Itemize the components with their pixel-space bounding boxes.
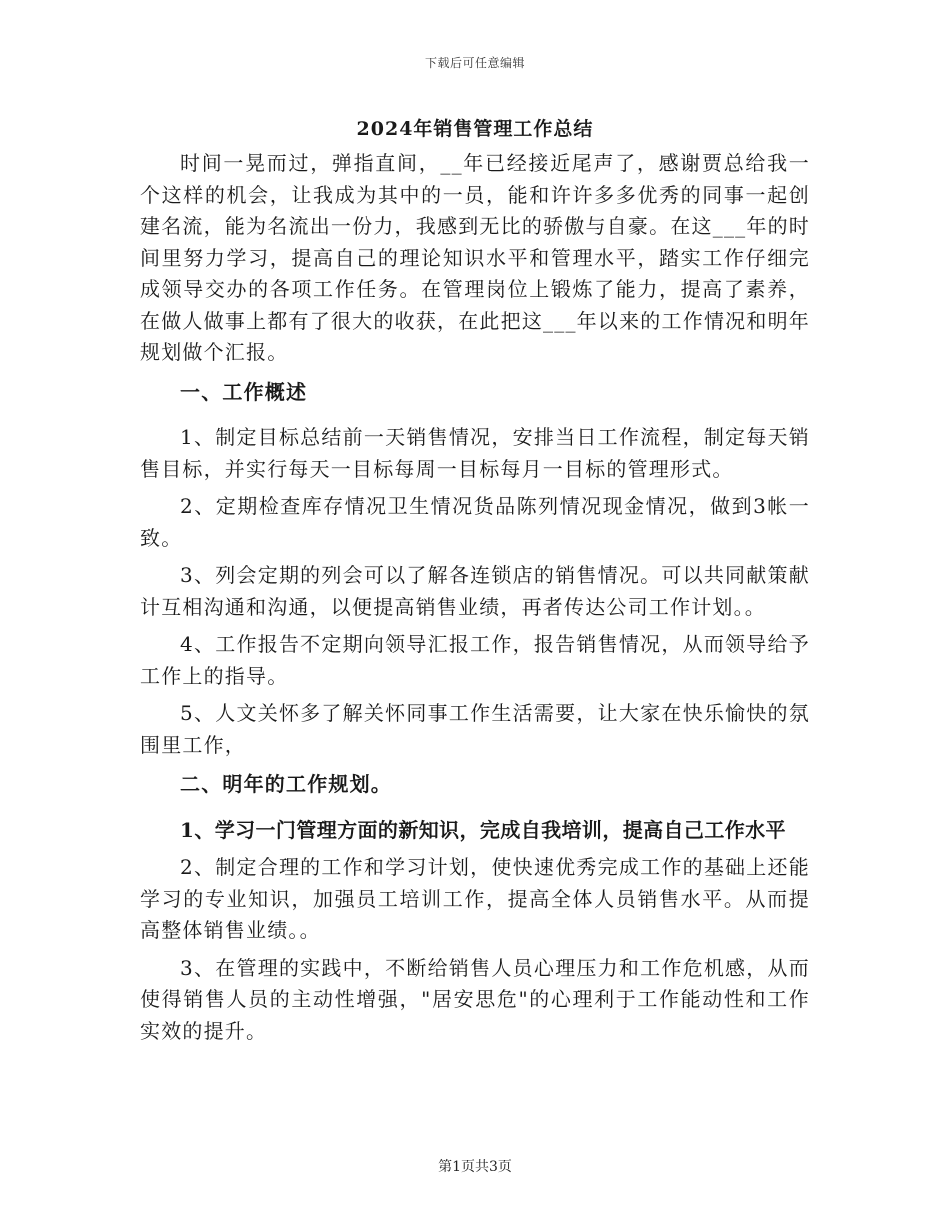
list-item: 4、工作报告不定期向领导汇报工作，报告销售情况，从而领导给予工作上的指导。 xyxy=(140,632,810,688)
section-heading-work-overview: 一、工作概述 xyxy=(180,379,308,404)
section-heading-next-year-plan: 二、明年的工作规划。 xyxy=(180,772,392,796)
list-item: 1、学习一门管理方面的新知识，完成自我培训，提高自己工作水平 xyxy=(180,817,786,842)
document-body xyxy=(140,148,810,1047)
list-item: 1、制定目标总结前一天销售情况，安排当日工作流程，制定每天销售目标，并实行每天一目标每周一目标每月一目标的管理形式。 xyxy=(140,425,810,481)
list-item: 2、定期检查库存情况卫生情况货品陈列情况现金情况，做到3帐一致。 xyxy=(140,494,810,550)
document-title: 2024年销售管理工作总结 xyxy=(356,118,594,140)
list-item: 3、在管理的实践中，不断给销售人员心理压力和工作危机感，从而使得销售人员的主动性增强，"居安思危"的心理利于工作能动性和工作实效的提升。 xyxy=(140,955,810,1043)
page-header-note: 下载后可任意编辑 xyxy=(424,56,525,70)
list-item: 3、列会定期的列会可以了解各连锁店的销售情况。可以共同献策献计互相沟通和沟通，以便提高销售业绩，再者传达公司工作计划。。 xyxy=(140,563,810,619)
list-item: 5、人文关怀多了解关怀同事工作生活需要，让大家在快乐愉快的氛围里工作， xyxy=(140,701,810,757)
intro-paragraph: 时间一晃而过，弹指直间，__年已经接近尾声了，感谢贾总给我一个这样的机会，让我成为其中的一员，能和许许多多优秀的同事一起创建名流，能为名流出一份力，我感到无比的骄傲与自豪。在这___年的时间里努力学习，提高自己的理论知识水平和管理水平，踏实工作仔细完成领导交办的各项工作任务。在管理岗位上锻炼了能力，提高了素养，在做人做事上都有了很大的收获，在此把这___年以来的工作情况和明年规划做个汇报。 xyxy=(140,151,810,364)
page-number: 第1页共3页 xyxy=(438,1159,512,1175)
list-item: 2、制定合理的工作和学习计划，使快速优秀完成工作的基础上还能学习的专业知识，加强员工培训工作，提高全体人员销售水平。从而提高整体销售业绩。。 xyxy=(140,855,810,942)
